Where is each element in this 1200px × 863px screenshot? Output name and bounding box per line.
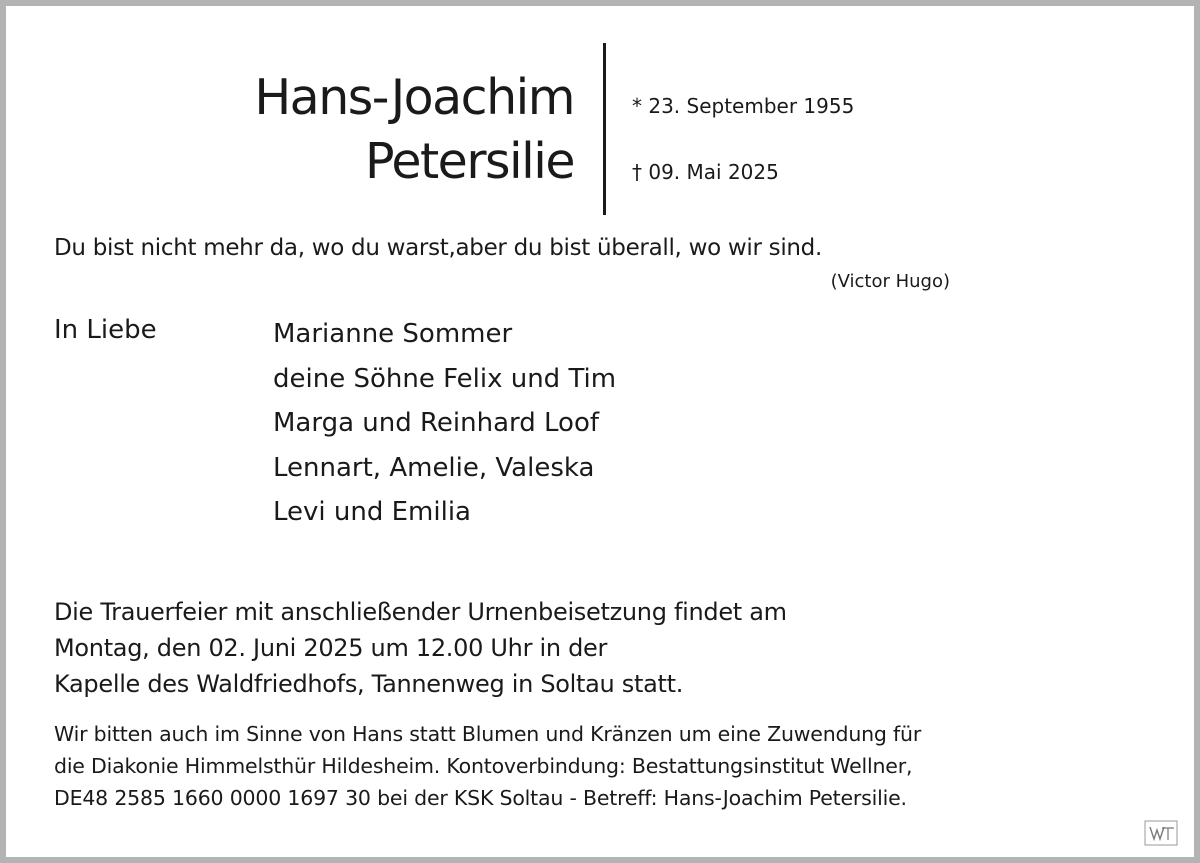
vertical-divider xyxy=(603,43,606,215)
donation-line: Wir bitten auch im Sinne von Hans statt Blumen und Kränzen um eine Zuwendung für xyxy=(54,722,922,746)
deceased-last-name: Petersilie xyxy=(365,133,574,190)
ceremony-info xyxy=(54,594,787,702)
quote-author: (Victor Hugo) xyxy=(830,271,950,292)
in-liebe-label: In Liebe xyxy=(54,315,157,345)
mourners-list xyxy=(273,312,616,535)
mourner-item: Levi und Emilia xyxy=(273,497,471,527)
death-date: † 09. Mai 2025 xyxy=(632,160,779,184)
mourner-item: deine Söhne Felix und Tim xyxy=(273,363,617,394)
ceremony-line: Montag, den 02. Juni 2025 um 12.00 Uhr in der xyxy=(54,634,608,662)
deceased-name xyxy=(254,66,574,194)
donation-line: die Diakonie Himmelsthür Hildesheim. Kontoverbindung: Bestattungsinstitut Wellner, xyxy=(54,754,913,778)
ceremony-line: Die Trauerfeier mit anschließender Urnenbeisetzung findet am xyxy=(54,598,787,626)
birth-date: * 23. September 1955 xyxy=(632,94,855,118)
deceased-first-name: Hans-Joachim xyxy=(254,69,574,126)
mourner-item: Marga und Reinhard Loof xyxy=(273,408,600,438)
ceremony-line: Kapelle des Waldfriedhofs, Tannenweg in Soltau statt. xyxy=(54,670,684,698)
donation-info xyxy=(54,718,921,814)
mourner-item: Marianne Sommer xyxy=(273,319,513,349)
mourner-item: Lennart, Amelie, Valeska xyxy=(273,452,595,483)
donation-line: DE48 2585 1660 0000 1697 30 bei der KSK Soltau - Betreff: Hans-Joachim Petersilie. xyxy=(54,786,907,810)
wellner-monogram-icon xyxy=(1144,820,1178,846)
memorial-quote: Du bist nicht mehr da, wo du warst,aber du bist überall, wo wir sind. xyxy=(54,235,822,261)
